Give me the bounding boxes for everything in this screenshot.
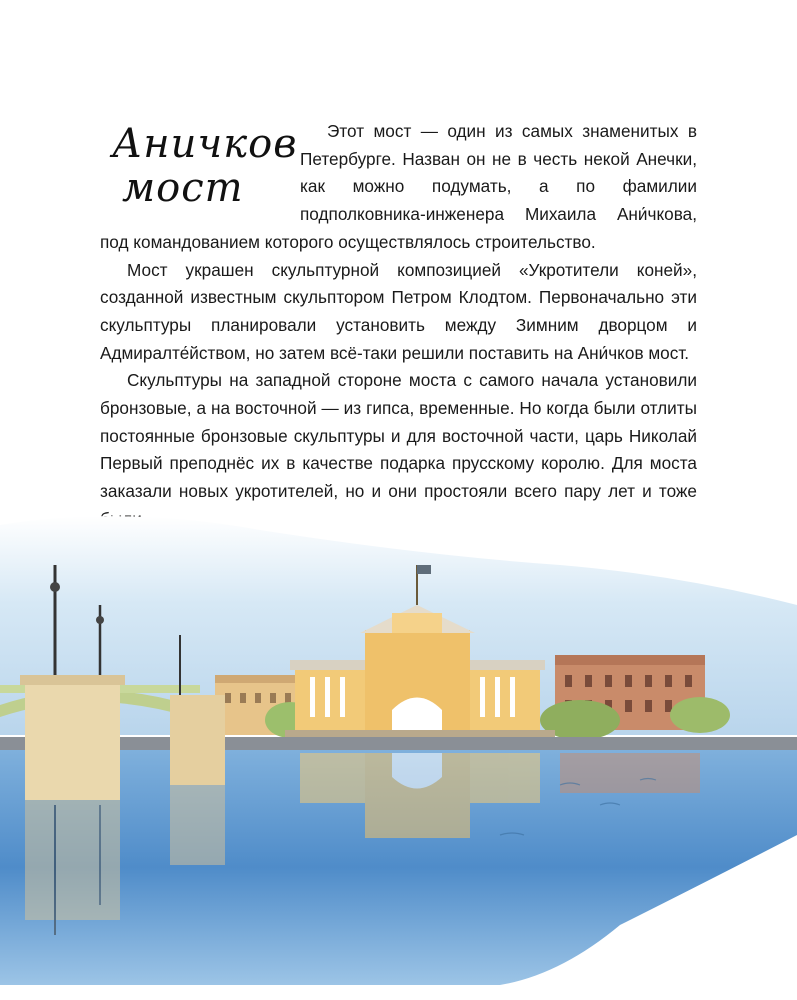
paragraph-2: Мост украшен скульптурной композицией «Укротители коней», созданной известным скульптором Петром Клодтом. Первоначально эти скульптуры планировали установить между Зимним дворцом и Адмиралте́йством, но затем всё-таки решили поставить на Ани́чков мост. <box>100 259 697 363</box>
building-right <box>540 655 730 740</box>
paragraph-3: Скульптуры на западной стороне моста с самого начала установили бронзовые, а на восточной — из гипса, временные. Но когда были отлиты постоянные бронзовые скульптуры и для восточной части, царь Николай Первый преподнёс их в качестве подарка прусскому королю. Для моста заказали новых укротителей, но и они простояли всего пару лет и тоже <box>100 370 697 502</box>
title-spacer <box>100 118 300 228</box>
body-text <box>100 118 697 534</box>
chapter-title-line1: Аничков <box>112 121 298 167</box>
chapter-title-line2: мост <box>122 165 244 211</box>
building-right-reflection <box>560 753 700 793</box>
paragraph-1: Этот мост — один из самых знаменитых в Петербурге. Назван он не в честь некой Анечки, как можно подумать, а по фамилии подполковника-инженера Михаила Ани́чкова, под командованием которого осуществлялось строительство. <box>100 121 697 252</box>
admiralty-watercolor-illustration <box>0 505 797 1000</box>
